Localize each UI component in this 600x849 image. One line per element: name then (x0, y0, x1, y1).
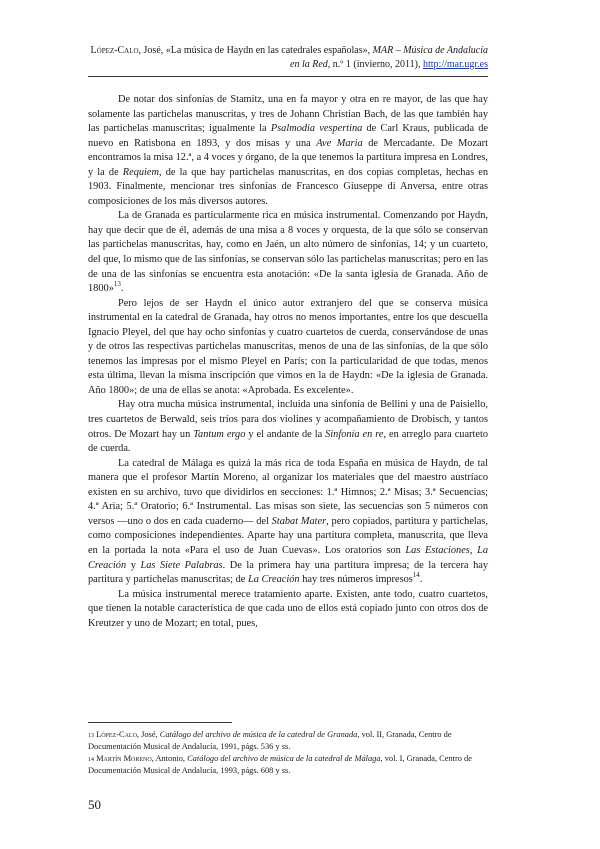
header-url-link[interactable]: http://mar.ugr.es (423, 59, 488, 70)
footnotes (88, 729, 488, 777)
paragraph: Hay otra mucha música instrumental, incluida una sinfonía de Bellini y una de Paisiello, tres cuartetos de Berwald, seis tríos para dos violines y acompañamiento de Drobisch, y tantos otros. De Mozart hay un Tantum ergo y el andante de la Sinfonía en re, en arreglo para cuarteto de cuerda. (88, 399, 489, 455)
paragraph: La música instrumental merece tratamiento aparte. Existen, ante todo, cuatro cuartetos, que tienen la notable característica de que cada uno de ellos está copiado junto con otros dos de Kreutzer y uno de Mozart; en total, pues, (88, 588, 488, 629)
footnote-ref-14[interactable]: 14 (412, 571, 420, 580)
header-author-given: , José, (138, 45, 166, 56)
paragraph: Pero lejos de ser Haydn el único autor extranjero del que se conserva música instrumental en la catedral de Granada, hay otros no menos importantes, entre los que descuella Ignacio Pleyel, del que hay ocho sinfonías y cuatro cuartetos de cuerda, conservándose de unas y de otros las respectivas partichelas manuscritas, menos de una de las sinfonías, de la que sólo tenemos las impresas por el mismo Pleyel en París; con la particularidad de que todas, menos esta última, llevan la misma inscripción que vimos en la de Haydn: «De la iglesia de Granada. Año 1800»; de una de ellas se anota: «Aprobada. Es excelente». (88, 297, 488, 396)
paragraph: La de Granada es particularmente rica en música instrumental. Comenzando por Haydn, hay que decir que de él, además de una misa a 8 voces y orquesta, de la que sólo se conservan las partichelas manuscritas, hay, como en Jaén, un alto número de sinfonías, 14; y un cuarteto, del que, lo mismo que de las sinfonías, se conservan sólo las partichelas manuscritas; pero en las de una de las sinfonías se encuentra esta anotación: «De la santa iglesia de Granada. Año de 1800»$^{13}$. (88, 210, 488, 295)
page-number: 50 (88, 797, 101, 812)
footnote-rule (88, 722, 232, 723)
footnote-14: $^{14}$ Martín Moreno, Antonio, Catálogo del archivo de música de la catedral de Málaga, vol. I, Granada, Centro de Documentación Musical de Andalucía, 1993, págs. 608 y ss. (88, 754, 472, 775)
paragraph: La catedral de Málaga es quizá la más rica de toda España en música de Haydn, de tal manera que el profesor Martín Moreno, al organizar los materiales que del maestro austríaco existen en su archivo, tuvo que dividirlos en secciones: 1.ª Himnos; 2.ª Misas; 3.ª Secuencias; 4.ª Aria; 5.ª Oratorio; 6.ª Instrumental. Las misas son siete, las secuencias son 5 números con versos —uno o dos en cada cuaderno— del Stabat Mater, pero copiados, partitura y partichelas, como composiciones independientes. Aparte hay una partitura completa, manuscrita, que lleva en la portada la nota «Para el uso de Juan Cuevas». Los oratorios son Las Estaciones, La Creación y Las Siete Palabras. De la primera hay una partitura impresa; de la tercera hay partitura y partichelas manuscritas; de La Creación hay tres números impresos$^{14}$. (88, 457, 489, 586)
header-author: López-Calo (90, 45, 139, 56)
footnote-13: $^{13}$ López-Calo, José, Catálogo del archivo de música de la catedral de Granada, vol. II, Granada, Centro de Documentación Musical de Andalucía, 1991, págs. 536 y ss. (88, 730, 452, 751)
paragraph: De notar dos sinfonías de Stamitz, una en fa mayor y otra en re mayor, de las que hay solamente las partichelas manuscritas, y tres de Johann Christian Bach, de las que también hay las partichelas manuscritas; igualmente la Psalmodia vespertina de Carl Kraus, publicada de nuevo en Ratisbona en 1893, y dos misas y una Ave Maria de Mercadante. De Mozart encontramos la misa 12.ª, a 4 voces y órgano, de la que tenemos la partitura impresa en Londres, y la de Requiem, de la que hay partichelas manuscritas, en dos copias completas, hechas en 1903. Finalmente, mencionar tres sinfonías de Francesco Giuseppe di Anversa, entre otras composiciones de los más diversos autores. (88, 94, 489, 207)
header-article-title: «La música de Haydn en las catedrales españolas», (165, 45, 373, 56)
header-issue: , n.º 1 (invierno, 2011), (327, 59, 423, 70)
running-header (88, 44, 488, 72)
header-journal: MAR – Música de Andalucía en la Red (290, 45, 488, 70)
header-rule (88, 76, 488, 77)
main-text (88, 93, 488, 631)
footnote-ref-13[interactable]: 13 (113, 280, 121, 289)
